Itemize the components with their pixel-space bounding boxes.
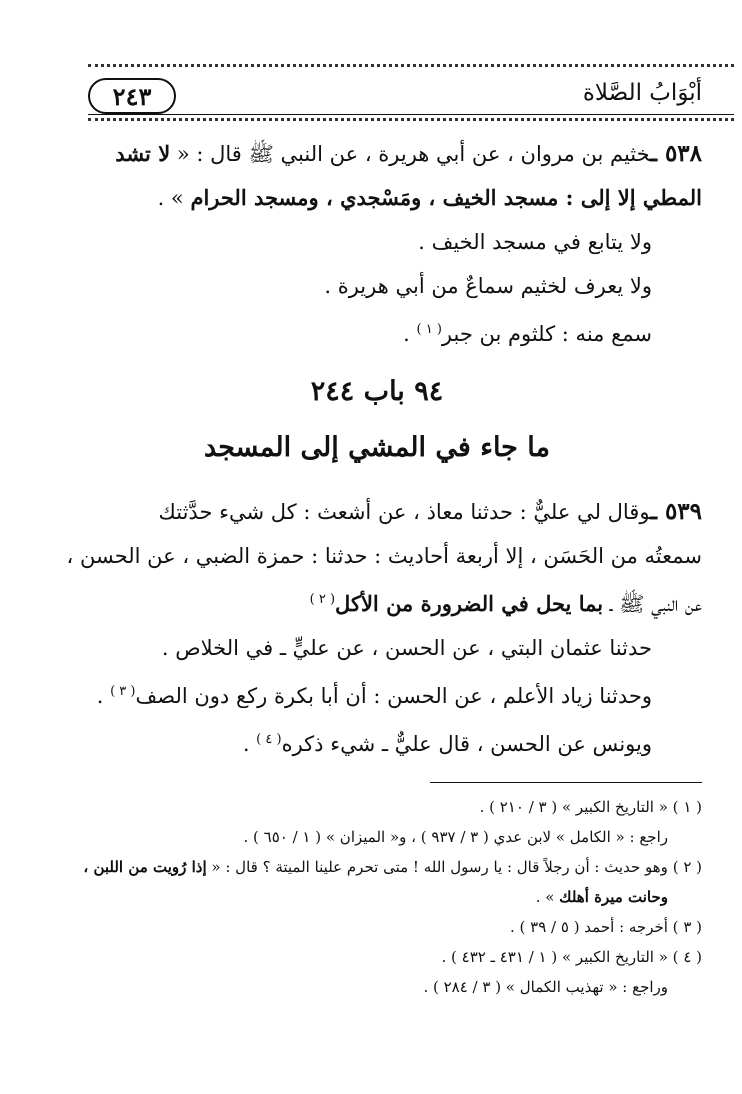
entry-538-line-5: سمع منه : كلثوم بن جبر$^{( ١ )}$ . (403, 322, 652, 346)
footnote-ref-2: ( ٢ ) (309, 592, 336, 607)
entry-538-number: ٥٣٨ ـ (650, 140, 702, 167)
header-dotted-rule (88, 118, 734, 121)
entry-538-line-4: ولا يعرف لخثيم سماعٌ من أبي هريرة . (324, 274, 652, 298)
footnote-separator (430, 782, 702, 783)
chapter-title: ما جاء في المشي إلى المسجد (204, 432, 550, 463)
running-title: أبْوَابُ الصَّلاة (582, 80, 702, 106)
entry-539-number: ٥٣٩ ـ (650, 498, 702, 525)
footnote-3: ( ٣ ) أخرجه : أحمد ( ٥ / ٣٩ ) . (509, 918, 702, 936)
footnote-1-cont: راجع : « الكامل » لابن عدي ( ٣ / ٩٣٧ ) ، و« الميزان » ( ١ / ٦٥٠ ) . (243, 828, 668, 846)
footnote-4: ( ٤ ) « التاريخ الكبير » ( ١ / ٤٣١ ـ ٤٣٢ ) . (441, 948, 702, 966)
footnote-ref-4: ( ٤ ) (256, 732, 282, 747)
footnote-2-cont: وحانت ميرة أهلك » . (535, 888, 668, 906)
footnote-2: ( ٢ ) وهو حديث : أن رجلاً قال : يا رسول الله ! متى تحرم علينا الميتة ؟ قال : « إذا رُويت من اللبن ، (83, 858, 702, 876)
entry-539-line-1: ٥٣٩ ـوقال لي عليٌّ : حدثنا معاذ ، عن أشعث : كل شيء حدَّثتك (158, 498, 702, 525)
entry-538-line-1: ٥٣٨ ـخثيم بن مروان ، عن أبي هريرة ، عن النبي ﷺ قال : « لا تشد (115, 140, 702, 167)
footnote-4-cont: وراجع : « تهذيب الكمال » ( ٣ / ٢٨٤ ) . (423, 978, 668, 996)
page-number-badge (88, 78, 176, 114)
entry-538-line-2: المطي إلا إلى : مسجد الخيف ، ومَسْجدي ، ومسجد الحرام » . (157, 185, 702, 210)
entry-539-line-4: حدثنا عثمان البتي ، عن الحسن ، عن عليٍّ ـ في الخلاص . (161, 636, 652, 660)
entry-539-line-3: عن النبي ﷺ ـ بما يحل في الضرورة من الأكل$^{( ٢ )}$ (309, 591, 702, 616)
footnote-ref-3: ( ٣ ) (110, 684, 136, 699)
entry-538 (52, 132, 702, 356)
entry-539-line-2: سمعتُه من الحَسَن ، إلا أربعة أحاديث : حدثنا : حمزة الضبي ، عن الحسن ، (66, 544, 702, 568)
page-number: ٢٤٣ (112, 81, 152, 111)
footnote-ref-1: ( ١ ) (416, 322, 442, 337)
header-rule (88, 114, 734, 115)
entry-539-line-5: وحدثنا زياد الأعلم ، عن الحسن : أن أبا بكرة ركع دون الصف$^{( ٣ )}$ . (96, 684, 652, 708)
entry-539-line-6: ويونس عن الحسن ، قال عليٌّ ـ شيء ذكره$^{( ٤ )}$ . (242, 732, 652, 756)
page-header (88, 78, 702, 118)
top-dotted-rule (88, 64, 734, 67)
entry-539 (52, 490, 702, 766)
footnotes (52, 792, 702, 1002)
chapter-number: ٩٤ باب ٢٤٤ (310, 376, 444, 407)
footnote-1: ( ١ ) « التاريخ الكبير » ( ٣ / ٢١٠ ) . (479, 798, 702, 816)
entry-538-line-3: ولا يتابع في مسجد الخيف . (418, 230, 652, 254)
